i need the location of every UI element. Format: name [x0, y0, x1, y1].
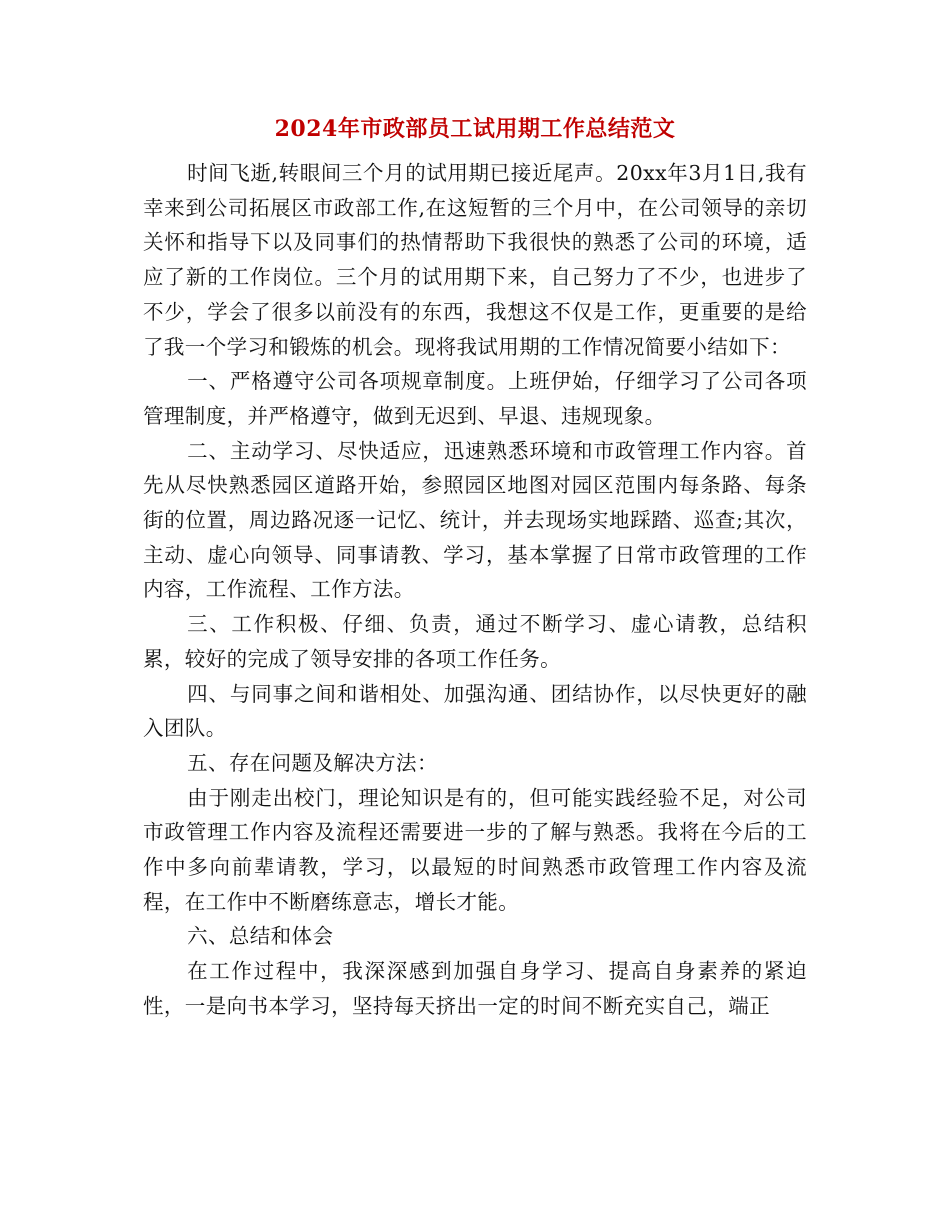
- document-title: 2024年市政部员工试用期工作总结范文: [274, 116, 676, 142]
- paragraph-heading-5: 五、存在问题及解决方法：: [187, 750, 438, 775]
- paragraph-point-3: 三、工作积极、仔细、负责，通过不断学习、虚心请教，总结积累，较好的完成了领导安排的各项工作任务。: [143, 612, 807, 671]
- paragraph-summary: 在工作过程中，我深深感到加强自身学习、提高自身素养的紧迫性，一是向书本学习，坚持每天挤出一定的时间不断充实自己，端正: [143, 959, 807, 1018]
- paragraph-point-4: 四、与同事之间和谐相处、加强沟通、团结协作，以尽快更好的融入团队。: [143, 681, 807, 741]
- document-body: [143, 156, 807, 1024]
- paragraph-heading-6: 六、总结和体会: [187, 924, 334, 949]
- paragraph-problems: 由于刚走出校门，理论知识是有的，但可能实践经验不足，对公司市政管理工作内容及流程还需要进一步的了解与熟悉。我将在今后的工作中多向前辈请教，学习，以最短的时间熟悉市政管理工作内容及流程，在工作中不断磨练意志，增长才能。: [143, 785, 807, 914]
- paragraph-intro: 时间飞逝,转眼间三个月的试用期已接近尾声。20xx年3月1日,我有幸来到公司拓展区市政部工作,在这短暂的三个月中，在公司领导的亲切关怀和指导下以及同事们的热情帮助下我很快的熟悉了公司的环境，适应了新的工作岗位。三个月的试用期下来，自己努力了不少，也进步了不少，学会了很多以前没有的东西，我想这不仅是工作，更重要的是给了我一个学习和锻炼的机会。现将我试用期的工作情况简要小结如下：: [143, 161, 807, 359]
- paragraph-point-2: 二、主动学习、尽快适应，迅速熟悉环境和市政管理工作内容。首先从尽快熟悉园区道路开始，参照园区地图对园区范围内每条路、每条街的位置，周边路况逐一记忆、统计，并去现场实地踩踏、巡查;其次，主动、虚心向领导、同事请教、学习，基本掌握了日常市政管理的工作内容，工作流程、工作方法。: [143, 438, 807, 602]
- paragraph-point-1: 一、严格遵守公司各项规章制度。上班伊始，仔细学习了公司各项管理制度，并严格遵守，做到无迟到、早退、违规现象。: [143, 369, 807, 428]
